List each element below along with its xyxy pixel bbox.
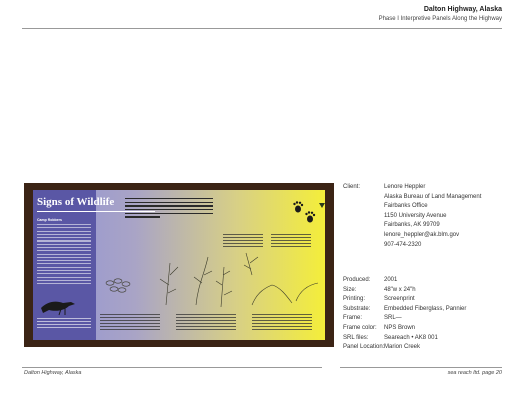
spec-value: 2001 [384,277,398,283]
client-organization: Alaska Bureau of Land Management [384,193,482,200]
interpretive-panel-image [24,183,334,347]
spec-value: SRL— [384,315,402,322]
header-divider [22,28,502,29]
spec-label: SRL files: [343,334,369,341]
page-header-subtitle: Phase I Interpretive Panels Along the Highway [378,16,502,22]
sidebar-heading: Camp Robbers [37,218,62,222]
panel-sidebar [33,190,96,340]
spec-value: 48"w x 24"h [384,286,416,293]
footer-divider-right [340,367,502,368]
spec-label: Panel Location: [343,344,385,351]
spec-value: NPS Brown [384,325,416,331]
spec-label: Produced: [343,277,371,283]
client-city: Fairbanks, AK 99709 [384,222,440,229]
animal-tracks-icon [292,200,325,226]
spec-label: Size: [343,286,357,293]
sidebar-caption-text [37,318,91,330]
raven-illustration [39,294,79,316]
panel-title: Signs of Wildlife [37,196,115,208]
client-name: Lenore Heppler [384,184,426,190]
panel-illustrations [96,245,325,315]
spec-value: Embedded Fiberglass, Pannier [384,305,467,312]
spec-value: Seareach • AK8 001 [384,334,438,341]
client-office: Fairbanks Office [384,203,428,210]
spec-value: Marion Creek [384,344,421,351]
panel-artwork [33,190,325,340]
spec-label: Substrate: [343,305,371,312]
footer-divider-left [22,367,322,368]
footer-left-text: Dalton Highway, Alaska [24,370,82,376]
client-label: Client: [343,184,361,190]
spec-value: Screenprint [384,296,415,303]
client-phone: 907-474-2320 [384,241,422,248]
client-street: 1150 University Avenue [384,212,447,219]
page-header-title: Dalton Highway, Alaska [423,6,502,13]
spec-label: Printing: [343,296,366,303]
sidebar-body-text [37,224,91,286]
footer-right-text: sea reach ltd. page 20 [447,370,502,376]
client-email: lenore_heppler@ak.blm.gov [384,232,460,238]
panel-caption-band [96,312,325,340]
panel-intro-text [125,198,213,220]
spec-label: Frame: [343,315,363,322]
spec-label: Frame color: [343,325,377,331]
